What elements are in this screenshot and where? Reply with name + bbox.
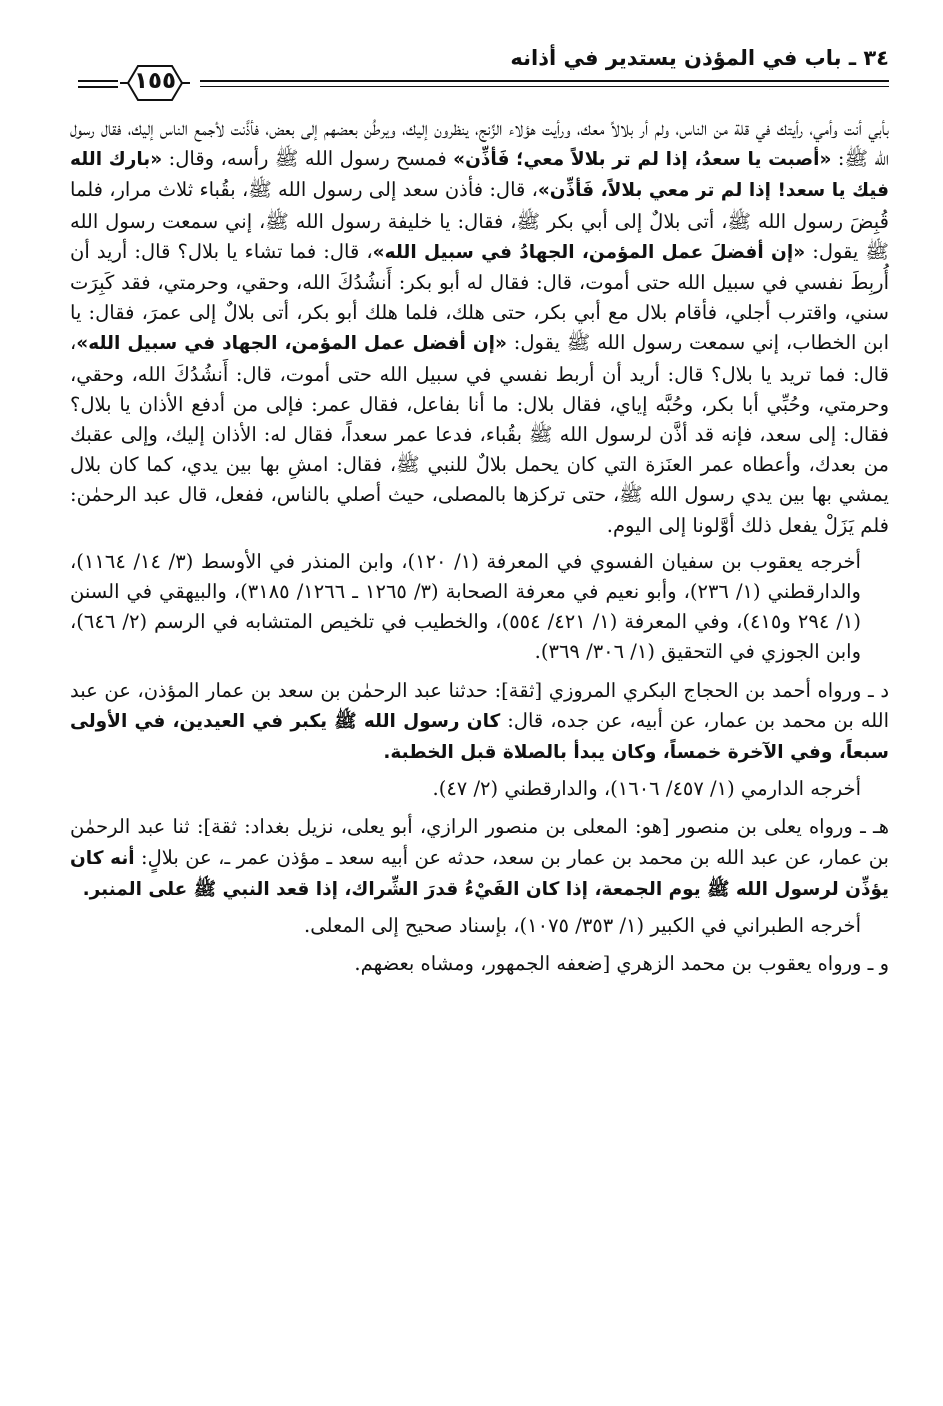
page-number: ١٥٥ xyxy=(133,68,177,94)
header-left-rule xyxy=(78,80,118,92)
narration-paragraph xyxy=(70,812,889,905)
hadith-quote: أنه كان يؤذِّن لرسول الله ﷺ يوم الجمعة، إذا كان الفَيْءُ قدرَ الشِّراك، إذا قعد النبي ﷺ على المنبر. xyxy=(70,847,889,900)
page-number-badge xyxy=(118,60,192,106)
source-paragraph: أخرجه يعقوب بن سفيان الفسوي في المعرفة (١/ ١٢٠)، وابن المنذر في الأوسط (٣/ ١٤/ ١١٦٤)، والدارقطني (١/ ٢٣٦)، وأبو نعيم في معرفة الصحابة (٣/ ١٢٦٥ ـ ١٢٦٦/ ٣١٨٥)، والبيهقي في السنن (١/ ٢٩٤ و٤١٥)، وفي المعرفة (١/ ٤٢١/ ٥٥٤)، والخطيب في تلخيص المتشابه في الرسم (٢/ ٦٤٦)، وابن الجوزي في التحقيق (١/ ٣٠٦/ ٣٦٩). xyxy=(70,549,862,664)
source-paragraph: أخرجه الطبراني في الكبير (١/ ٣٥٣/ ١٠٧٥)، بإسناد صحيح إلى المعلى. xyxy=(304,914,861,938)
paragraph-text: د ـ ورواه أحمد بن الحجاج البكري المروزي [ثقة]: حدثنا عبد الرحمٰن بن سعد بن عمار المؤذن، عن عبد الله بن محمد بن عمار، عن أبيه، عن جده، قال: xyxy=(70,678,889,732)
hadith-paragraph xyxy=(70,114,889,541)
paragraph-text: فمسح رسول الله ﷺ رأسه، وقال: xyxy=(162,147,454,171)
page-header xyxy=(70,40,889,104)
paragraph-text: هـ ـ ورواه يعلى بن منصور [هو: المعلى بن منصور الرازي، أبو يعلى، نزيل بغداد: ثقة]: ثنا عبد الرحمٰن بن عمار، عن عبد الله بن محمد بن عمار بن سعد، حدثه عن أبيه سعد ـ مؤذن عمر ـ، عن بلالٍ: xyxy=(70,815,889,869)
source-paragraph: أخرجه الدارمي (١/ ٤٥٧/ ١٦٠٦)، والدارقطني (٢/ ٤٧). xyxy=(432,777,861,801)
hadith-quote: «إن أفضلَ عمل المؤمن، الجهادُ في سبيل الله» xyxy=(372,241,806,263)
paragraph-text: ، قال: فما تريد يا بلال؟ قال: أريد أن أربط نفسي في سبيل الله حتى أموت، قال: أَنشُدُكَ الله، وحقي، وحرمتي، وحُبِّي أبا بكر، وحُبَّه إياي، فقال بلال: ما أنا بفاعل، فقال عمر: فإلى من أدفع الأذان يا بلال؟ فقال: إلى سعد، فإنه قد أذَّن لرسول الله ﷺ بقُباء، فدعا عمر سعداً، فقال له: الأذان إليك، وإلى عقبك من بعدك، وأعطاه عمر العنَزة التي كان يحمل بلالٌ للنبي ﷺ، فقال: امشِ بها بين يدي، كما كان بلال يمشي بها بين يدي رسول الله ﷺ، حتى تركزها بالمصلى، حيث أصلي بالناس، ففعل، قال عبد الرحمٰن: فلم يَزَلْ يفعل ذلك أوَّلونا إلى اليوم. xyxy=(70,331,889,537)
hadith-quote: كان رسول الله ﷺ يكبر في العيدين، في الأولى سبعاً، وفي الآخرة خمساً، وكان يبدأ بالصلاة قبل الخطبة. xyxy=(70,710,889,764)
hadith-quote: «أصبت يا سعدُ، إذا لم تر بلالاً معي؛ فَأذِّن» xyxy=(453,149,832,171)
hadith-quote: «بارك الله فيك يا سعد! إذا لم تر معي بلالاً، فَأذِّن» xyxy=(70,149,889,202)
paragraph-text: بأبي أنت وأمي، رأيتك في قلة من الناس، ولم أر بلالاً معك، ورأيت هؤلاء الزِّنج، ينظرون إليك، ويرطُن بعضهم إلى بعض، فأذَّنت لأجمع الناس إليك، فقال رسول الله ﷺ: xyxy=(70,117,890,171)
paragraph-text: ، قال: فما تشاء يا بلال؟ قال: أريد أن أُربِطَ نفسي في سبيل الله حتى أموت، قال: فقال له أبو بكر: أَنشُدُكَ الله، وحقي، وحرمتي، فقد كَبِرَت سني، واقترب أجلي، فأقام بلال مع أبي بكر، حتى هلك، فلما هلك أبو بكر، أتى بلالٌ إلى عمرَ، فقال: يا ابن الخطاب، إني سمعت رسول الله ﷺ يقول: xyxy=(70,239,889,355)
narration-paragraph xyxy=(70,676,889,769)
header-rule xyxy=(200,80,889,82)
chapter-title: ٣٤ ـ باب في المؤذن يستدير في أذانه xyxy=(510,46,889,70)
narration-paragraph: و ـ ورواه يعقوب بن محمد الزهري [ضعفه الجمهور، ومشاه بعضهم. xyxy=(354,952,889,976)
page-body xyxy=(70,114,889,979)
paragraph-text: ، قال: فأذن سعد إلى رسول الله ﷺ، بقُباء ثلاث مرار، فلما قُبِضَ رسول الله ﷺ، أتى بلالٌ إلى أبي بكر ﷺ، فقال: يا خليفة رسول الله ﷺ، إني سمعت رسول الله ﷺ يقول: xyxy=(70,178,889,263)
hadith-quote: «إن أفضل عمل المؤمن، الجهاد في سبيل الله» xyxy=(76,333,507,355)
header-rule-thin xyxy=(200,86,889,87)
